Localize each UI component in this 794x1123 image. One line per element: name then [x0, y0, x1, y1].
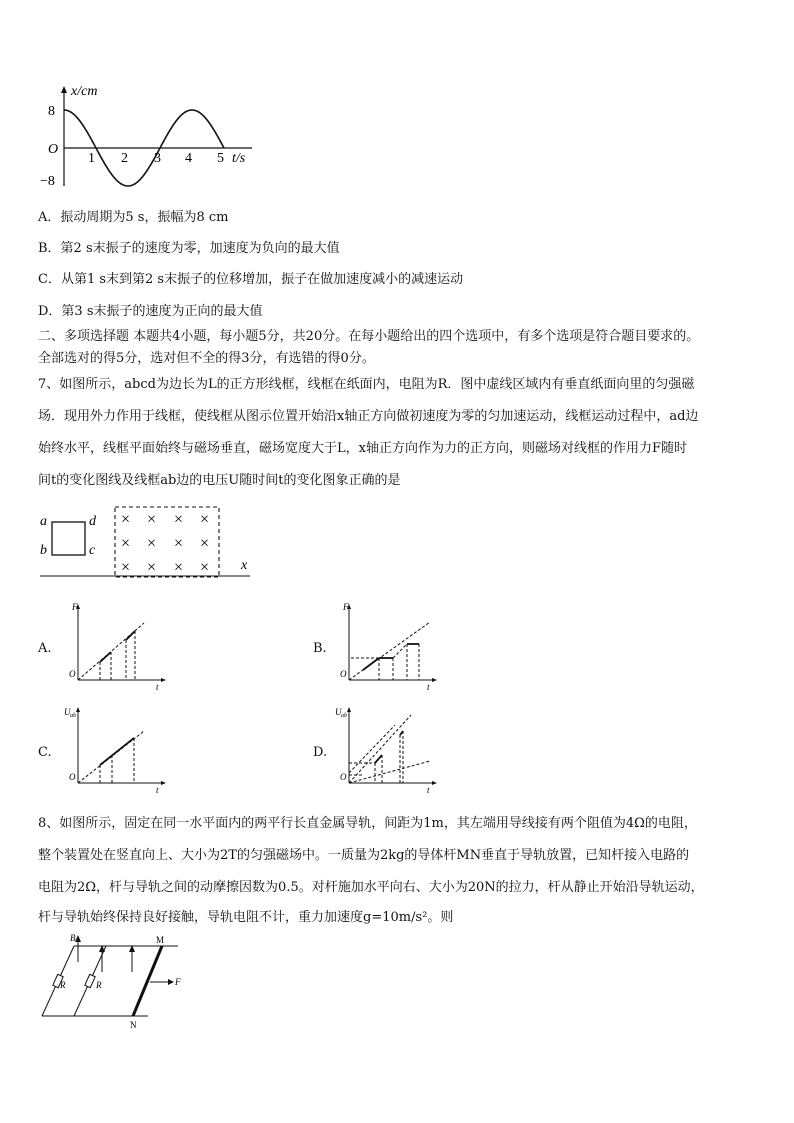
y-tick-minus8: −8	[40, 174, 55, 189]
svg-text:O: O	[69, 772, 76, 782]
field-cross: ×	[174, 511, 184, 528]
q7-text-line3: 始终水平，线框平面始终与磁场垂直，磁场宽度大于L，x轴正方向作为力的正方向，则磁场对线框的作用力F随时	[38, 441, 687, 456]
q7-option-b-graph	[335, 600, 445, 690]
q8-rail-figure	[38, 932, 188, 1032]
origin-label: O	[48, 142, 59, 157]
resistor-2	[85, 974, 95, 987]
q7-option-a-label: A.	[38, 641, 52, 656]
field-cross: ×	[121, 511, 131, 528]
field-cross: ×	[174, 535, 184, 552]
field-cross: ×	[200, 511, 210, 528]
svg-text:t: t	[156, 785, 159, 795]
x-tick-3: 3	[154, 151, 161, 166]
conductor-rod-mn	[133, 946, 162, 1016]
field-cross: ×	[200, 559, 210, 576]
q6-option-c: C．从第1 s末到第2 s末振子的位移增加，振子在做加速度减小的减速运动	[38, 272, 464, 287]
q8-text-line1: 8、如图所示，固定在同一水平面内的两平行长直金属导轨，间距为1m，其左端用导线接有两个阻值为4Ω的电阻，	[38, 816, 697, 831]
x-tick-2: 2	[121, 151, 128, 166]
q7-option-a-graph	[64, 600, 174, 690]
svg-text:F: F	[72, 602, 78, 612]
svg-text:O: O	[69, 669, 76, 679]
field-cross: ×	[174, 559, 184, 576]
corner-a: a	[40, 514, 47, 529]
b-field-label: B	[70, 933, 76, 943]
svg-text:t: t	[427, 785, 430, 795]
svg-text:ab: ab	[341, 713, 347, 719]
q7-text-line1: 7、如图所示，abcd为边长为L的正方形线框，线框在纸面内，电阻为R．图中虚线区域内有垂直纸面向里的匀强磁	[38, 377, 695, 392]
q8-text-line3: 电阻为2Ω，杆与导轨之间的动摩擦因数为0.5。对杆施加水平向右、大小为20N的拉力，杆从静止开始沿导轨运动，	[38, 880, 704, 895]
q6-option-d: D．第3 s末振子的速度为正向的最大值	[38, 304, 263, 319]
q8-text-line4: 杆与导轨始终保持良好接触，导轨电阻不计，重力加速度g=10m/s²。则	[38, 910, 454, 925]
xt-graph	[30, 82, 260, 194]
svg-text:R: R	[96, 980, 102, 990]
field-cross: ×	[147, 511, 157, 528]
field-cross: ×	[147, 559, 157, 576]
svg-text:O: O	[340, 669, 347, 679]
section2-instruction-line2: 全部选对的得5分，选对但不全的得3分，有选错的得0分。	[38, 351, 375, 366]
svg-text:t: t	[427, 682, 430, 690]
svg-text:U: U	[64, 707, 71, 717]
q6-option-a: A．振动周期为5 s，振幅为8 cm	[38, 210, 229, 225]
section2-instruction-line1: 二、多项选择题 本题共4小题，每小题5分，共20分。在每小题给出的四个选项中，有多个选项是符合题目要求的。	[38, 329, 700, 344]
q7-field-figure	[38, 503, 258, 583]
svg-text:O: O	[340, 772, 347, 782]
x-tick-1: 1	[88, 151, 95, 166]
svg-text:F: F	[343, 602, 349, 612]
field-cross: ×	[147, 535, 157, 552]
corner-d: d	[89, 514, 96, 529]
q8-text-line2: 整个装置处在竖直向上、大小为2T的匀强磁场中。一质量为2kg的导体杆MN垂直于导轨放置，已知杆接入电路的	[38, 848, 690, 863]
svg-text:U: U	[335, 707, 342, 717]
corner-c: c	[89, 543, 96, 558]
svg-text:M: M	[156, 935, 165, 945]
svg-text:t: t	[156, 682, 159, 690]
field-crosses	[121, 511, 209, 576]
field-cross: ×	[200, 535, 210, 552]
q6-option-b: B．第2 s末振子的速度为零，加速度为负向的最大值	[38, 241, 340, 256]
q7-option-d-graph	[335, 703, 445, 795]
svg-text:F: F	[175, 977, 181, 987]
q7-option-b-label: B.	[313, 641, 327, 656]
square-frame	[52, 522, 85, 555]
t-axis-label: t/s	[232, 151, 246, 166]
corner-b: b	[40, 543, 47, 558]
y-tick-8: 8	[48, 104, 55, 119]
q7-option-c-label: C.	[38, 745, 52, 760]
q7-text-line4: 间t的变化图线及线框ab边的电压U随时间t的变化图象正确的是	[38, 473, 401, 488]
x-axis-label: x	[241, 558, 248, 573]
field-cross: ×	[121, 559, 131, 576]
q7-text-line2: 场．现用外力作用于线框，使线框从图示位置开始沿x轴正方向做初速度为零的匀加速运动，线框运动过程中，ad边	[38, 409, 699, 424]
x-tick-4: 4	[185, 151, 192, 166]
x-tick-5: 5	[217, 151, 224, 166]
field-cross: ×	[121, 535, 131, 552]
svg-text:R: R	[60, 980, 66, 990]
q7-option-d-label: D.	[313, 745, 328, 760]
svg-text:N: N	[130, 1020, 137, 1030]
y-axis-label: x/cm	[71, 84, 98, 99]
q7-option-c-graph	[64, 703, 174, 795]
svg-text:ab: ab	[70, 713, 76, 719]
